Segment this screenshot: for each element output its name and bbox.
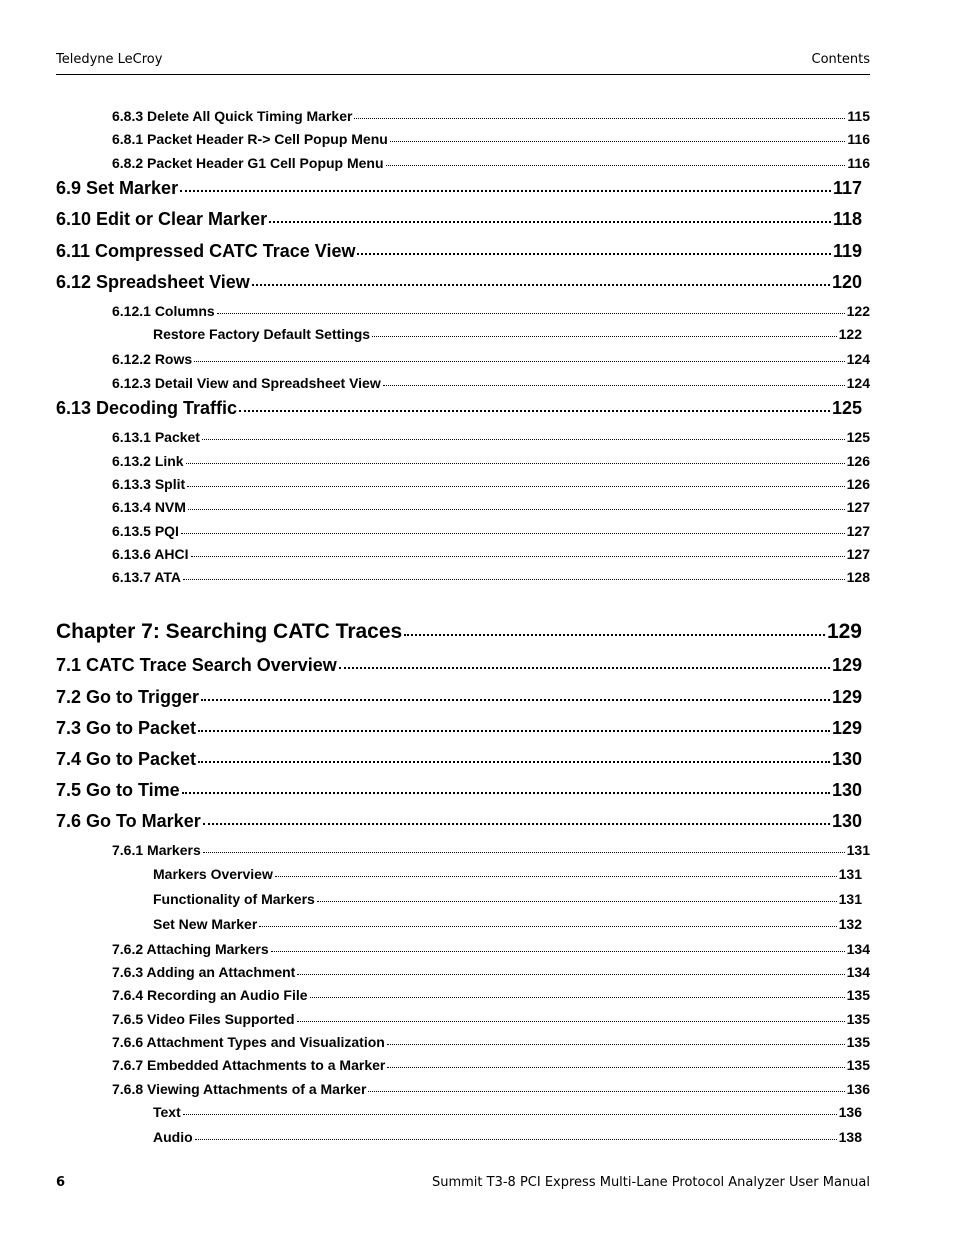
toc-entry-page: 125 — [846, 429, 870, 445]
toc-entry-page: 127 — [846, 523, 870, 539]
toc-dot-leader — [180, 190, 831, 192]
toc-dot-leader — [194, 361, 844, 362]
toc-dot-leader — [387, 1067, 844, 1068]
toc-entry-title: 7.6.1 Markers — [112, 842, 201, 858]
toc-entry-title: 7.6.3 Adding an Attachment — [112, 964, 296, 980]
toc-entry-title: 6.12 Spreadsheet View — [56, 272, 250, 292]
toc-entry-page: 120 — [831, 272, 862, 292]
toc-entry-page: 129 — [826, 620, 862, 643]
toc-entry[interactable] — [153, 1129, 862, 1147]
toc-dot-leader — [390, 141, 846, 142]
toc-entry-title: 6.13 Decoding Traffic — [56, 398, 238, 418]
toc-dot-leader — [187, 486, 844, 487]
toc-entry[interactable] — [112, 375, 870, 393]
toc-entry-title: Restore Factory Default Settings — [153, 326, 371, 342]
toc-dot-leader — [317, 901, 837, 902]
toc-entry[interactable] — [56, 655, 862, 679]
toc-entry-title: Text — [153, 1104, 181, 1120]
toc-dot-leader — [198, 761, 830, 763]
toc-entry[interactable] — [56, 241, 862, 265]
toc-entry[interactable] — [112, 546, 870, 564]
header-company: Teledyne LeCroy — [56, 52, 163, 67]
toc-entry[interactable] — [153, 866, 862, 884]
toc-dot-leader — [404, 634, 825, 636]
toc-dot-leader — [198, 730, 830, 732]
toc-entry-page: 131 — [838, 891, 862, 907]
toc-entry-title: Chapter 7: Searching CATC Traces — [56, 620, 403, 643]
toc-entry-page: 119 — [832, 241, 862, 261]
toc-entry-title: Audio — [153, 1129, 193, 1145]
toc-dot-leader — [201, 699, 830, 701]
toc-entry[interactable] — [112, 108, 870, 126]
toc-entry[interactable] — [112, 941, 870, 959]
toc-dot-leader — [217, 313, 845, 314]
toc-entry-page: 138 — [838, 1129, 862, 1145]
toc-entry-page: 130 — [831, 780, 862, 800]
page-footer — [56, 1175, 870, 1195]
toc-entry[interactable] — [112, 1011, 870, 1029]
header-section: Contents — [811, 52, 870, 67]
toc-entry[interactable] — [56, 687, 862, 711]
toc-entry-page: 126 — [846, 453, 870, 469]
toc-entry-title: 7.2 Go to Trigger — [56, 687, 200, 707]
toc-dot-leader — [202, 439, 845, 440]
toc-entry[interactable] — [112, 429, 870, 447]
toc-entry-title: 7.6 Go To Marker — [56, 811, 201, 831]
toc-entry-title: Markers Overview — [153, 866, 273, 882]
toc-entry-page: 118 — [832, 209, 862, 229]
toc-entry[interactable] — [153, 1104, 862, 1122]
toc-entry-page: 116 — [847, 155, 870, 171]
toc-dot-leader — [203, 852, 845, 853]
toc-entry-page: 129 — [831, 687, 862, 707]
toc-entry[interactable] — [112, 842, 870, 860]
toc-entry[interactable] — [112, 453, 870, 471]
toc-entry-title: 6.12.1 Columns — [112, 303, 215, 319]
toc-entry[interactable] — [112, 499, 870, 517]
toc-entry-title: 6.13.1 Packet — [112, 429, 200, 445]
toc-entry-title: 7.6.5 Video Files Supported — [112, 1011, 295, 1027]
toc-entry-title: 7.5 Go to Time — [56, 780, 180, 800]
toc-entry[interactable] — [112, 303, 870, 321]
toc-entry-page: 117 — [832, 178, 862, 198]
toc-entry[interactable] — [112, 569, 870, 587]
toc-entry[interactable] — [153, 891, 862, 909]
footer-manual-title: Summit T3-8 PCI Express Multi-Lane Protocol Analyzer User Manual — [431, 1175, 870, 1190]
toc-entry-page: 130 — [831, 811, 862, 831]
toc-entry-title: 6.12.3 Detail View and Spreadsheet View — [112, 375, 381, 391]
toc-dot-leader — [383, 385, 845, 386]
toc-entry-page: 124 — [846, 351, 870, 367]
toc-entry-page: 116 — [847, 131, 870, 147]
toc-dot-leader — [339, 667, 830, 669]
toc-entry-page: 128 — [846, 569, 870, 585]
toc-entry-title: Set New Marker — [153, 916, 258, 932]
toc-entry-title: Functionality of Markers — [153, 891, 315, 907]
toc-entry-page: 124 — [846, 375, 870, 391]
toc-dot-leader — [297, 1021, 845, 1022]
toc-entry-title: 7.1 CATC Trace Search Overview — [56, 655, 337, 675]
toc-dot-leader — [271, 951, 845, 952]
toc-entry[interactable] — [153, 326, 862, 344]
toc-entry[interactable] — [112, 964, 870, 982]
toc-entry-page: 122 — [838, 326, 862, 342]
toc-entry-title: 7.6.8 Viewing Attachments of a Marker — [112, 1081, 367, 1097]
toc-entry[interactable] — [56, 620, 862, 648]
toc-dot-leader — [188, 509, 845, 510]
toc-dot-leader — [368, 1091, 844, 1092]
toc-dot-leader — [183, 1114, 837, 1115]
toc-dot-leader — [386, 165, 846, 166]
toc-entry[interactable] — [56, 780, 862, 804]
toc-entry-page: 135 — [846, 1057, 870, 1073]
toc-entry-title: 6.13.3 Split — [112, 476, 186, 492]
toc-entry-page: 129 — [831, 655, 862, 675]
toc-entry-title: 7.4 Go to Packet — [56, 749, 197, 769]
toc-dot-leader — [354, 118, 845, 119]
toc-entry[interactable] — [112, 476, 870, 494]
toc-entry[interactable] — [112, 523, 870, 541]
toc-entry-title: 6.13.2 Link — [112, 453, 184, 469]
toc-entry[interactable] — [112, 1081, 870, 1099]
toc-entry[interactable] — [56, 178, 862, 202]
toc-entry-page: 132 — [838, 916, 862, 932]
toc-entry[interactable] — [112, 131, 870, 149]
toc-entry-page: 134 — [846, 964, 870, 980]
toc-entry-title: 6.13.5 PQI — [112, 523, 179, 539]
toc-entry[interactable] — [56, 272, 862, 296]
toc-dot-leader — [297, 974, 844, 975]
toc-entry-title: 6.8.2 Packet Header G1 Cell Popup Menu — [112, 155, 384, 171]
toc-entry-page: 126 — [846, 476, 870, 492]
toc-entry-title: 7.6.2 Attaching Markers — [112, 941, 269, 957]
toc-entry[interactable] — [112, 1034, 870, 1052]
footer-page-number: 6 — [56, 1175, 66, 1190]
toc-dot-leader — [182, 792, 830, 794]
toc-dot-leader — [239, 410, 830, 412]
toc-entry[interactable] — [112, 1057, 870, 1075]
toc-dot-leader — [183, 579, 845, 580]
toc-dot-leader — [186, 463, 845, 464]
toc-entry-title: 7.6.4 Recording an Audio File — [112, 987, 308, 1003]
toc-entry-page: 130 — [831, 749, 862, 769]
toc-entry-title: 7.3 Go to Packet — [56, 718, 197, 738]
toc-entry-page: 127 — [846, 546, 870, 562]
toc-entry-page: 136 — [838, 1104, 862, 1120]
toc-dot-leader — [275, 876, 837, 877]
toc-entry-page: 125 — [831, 398, 862, 418]
toc-entry[interactable] — [56, 811, 862, 835]
toc-dot-leader — [357, 253, 830, 255]
toc-entry-title: 6.13.4 NVM — [112, 499, 186, 515]
toc-entry[interactable] — [56, 718, 862, 742]
toc-dot-leader — [269, 221, 831, 223]
toc-entry-page: 135 — [846, 1011, 870, 1027]
toc-dot-leader — [181, 533, 845, 534]
toc-entry[interactable] — [112, 987, 870, 1005]
toc-entry[interactable] — [56, 398, 862, 422]
toc-entry-title: 6.13.7 ATA — [112, 569, 181, 585]
toc-entry-title: 6.10 Edit or Clear Marker — [56, 209, 268, 229]
toc-dot-leader — [310, 997, 845, 998]
toc-entry-title: 6.13.6 AHCI — [112, 546, 189, 562]
toc-entry[interactable] — [56, 209, 862, 233]
toc-entry-title: 6.11 Compressed CATC Trace View — [56, 241, 356, 261]
toc-dot-leader — [203, 823, 830, 825]
toc-entry-title: 7.6.6 Attachment Types and Visualization — [112, 1034, 385, 1050]
toc-dot-leader — [387, 1044, 845, 1045]
toc-entry[interactable] — [153, 916, 862, 934]
toc-entry-title: 6.12.2 Rows — [112, 351, 193, 367]
toc-entry-page: 134 — [846, 941, 870, 957]
toc-entry[interactable] — [56, 749, 862, 773]
toc-entry-page: 127 — [846, 499, 870, 515]
toc-entry-page: 131 — [846, 842, 870, 858]
toc-dot-leader — [259, 926, 836, 927]
toc-entry-page: 115 — [847, 108, 870, 124]
toc-entry-page: 122 — [846, 303, 870, 319]
toc-entry-page: 135 — [846, 987, 870, 1003]
toc-dot-leader — [195, 1139, 837, 1140]
toc-entry[interactable] — [112, 155, 870, 173]
toc-entry-title: 6.8.3 Delete All Quick Timing Marker — [112, 108, 353, 124]
toc-entry-page: 135 — [846, 1034, 870, 1050]
toc-dot-leader — [252, 284, 830, 286]
toc-dot-leader — [372, 336, 837, 337]
toc-entry[interactable] — [112, 351, 870, 369]
toc-entry-page: 129 — [831, 718, 862, 738]
toc-entry-title: 7.6.7 Embedded Attachments to a Marker — [112, 1057, 386, 1073]
toc-dot-leader — [191, 556, 845, 557]
toc-entry-title: 6.9 Set Marker — [56, 178, 179, 198]
toc-entry-page: 131 — [838, 866, 862, 882]
toc-entry-title: 6.8.1 Packet Header R-> Cell Popup Menu — [112, 131, 388, 147]
toc-entry-page: 136 — [846, 1081, 870, 1097]
